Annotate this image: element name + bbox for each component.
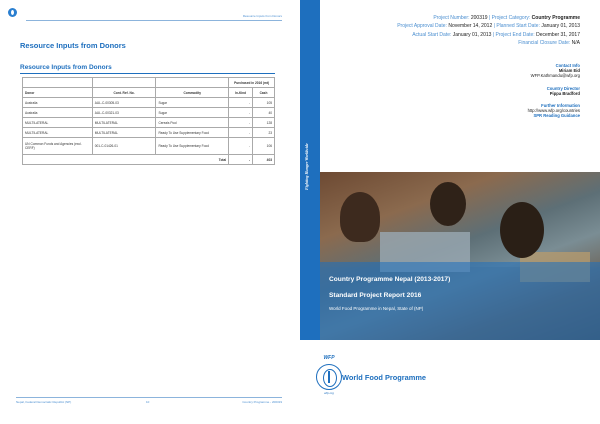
table-row: [23, 98, 275, 108]
info-label: | Project Category:: [487, 15, 532, 21]
wfp-emblem-icon: [316, 364, 342, 390]
contact-label: Contact Info: [555, 63, 580, 68]
cover-subtitle: World Food Programme in Nepal, State of (NP): [329, 306, 424, 311]
in-kind-cell: -: [229, 98, 253, 108]
donors-table: [22, 77, 275, 165]
wfp-logo-name: World Food Programme: [342, 373, 427, 382]
cover-title-1: Country Programme Nepal (2013-2017): [329, 276, 451, 283]
footer-left: Nepal, Federal Democratic Republic (NP): [16, 400, 72, 404]
table-total-row: [23, 155, 275, 165]
info-label: Project Approval Date:: [397, 23, 449, 30]
contact-email[interactable]: WFP.Kathmandu@wfp.org: [530, 73, 580, 79]
wfp-logo-letters: WFP: [323, 355, 335, 361]
commodity-cell: Sugar: [156, 108, 229, 118]
contact-name: Miriam Eid: [558, 68, 580, 74]
project-info-line: [397, 39, 580, 47]
cash-cell: 23: [253, 128, 275, 138]
table-title-rule: [20, 73, 275, 74]
ref-cell: AUL-C-00305-03: [92, 98, 156, 108]
donor-cell: UN Common Funds and Agencies (excl. CERF): [23, 138, 93, 155]
column-header: In-Kind: [229, 88, 253, 98]
purchased-header: Purchased in 2016 (mt): [229, 78, 275, 88]
table-title: Resource Inputs from Donors: [20, 64, 112, 71]
table-header-row: [23, 88, 275, 98]
column-header: Commodity: [156, 88, 229, 98]
in-kind-cell: -: [229, 108, 253, 118]
footer-right: Country Programme - 200319: [242, 400, 282, 404]
in-kind-cell: -: [229, 128, 253, 138]
director-label: Country Director: [546, 85, 580, 91]
project-info: [397, 14, 580, 48]
info-label: Project Number:: [433, 15, 471, 21]
further-info-label: Further Information: [541, 103, 580, 109]
cash-cell: 128: [253, 118, 275, 128]
donor-cell: MULTILATERAL: [23, 128, 93, 138]
in-kind-cell: -: [229, 138, 253, 155]
info-label: Actual Start Date:: [412, 31, 453, 38]
section-title: Resource Inputs from Donors: [20, 41, 126, 50]
ref-cell: AUL-C-00321-03: [92, 108, 156, 118]
ref-cell: 001-C-01426-01: [92, 138, 156, 155]
spr-guidance-link[interactable]: SPR Reading Guidance: [533, 113, 580, 119]
cover-title-2: Standard Project Report 2016: [329, 292, 422, 299]
page-number: 10: [146, 400, 150, 404]
total-cash: 403: [253, 155, 275, 165]
ref-cell: MULTILATERAL: [92, 118, 156, 128]
empty-header-cell: [92, 78, 156, 88]
commodity-cell: Ready To Use Supplementary Food: [156, 128, 229, 138]
cover-page: [300, 0, 600, 424]
info-label: Financial Closure Date:: [518, 40, 572, 47]
header-rule: [26, 20, 282, 21]
in-kind-cell: -: [229, 118, 253, 128]
commodity-cell: Cereals Pool: [156, 118, 229, 128]
empty-header-cell: [156, 78, 229, 88]
contact-block: [528, 63, 580, 119]
donor-cell: Australia: [23, 98, 93, 108]
table-row: [23, 138, 275, 155]
project-info-line: [397, 31, 580, 39]
commodity-cell: Ready To Use Supplementary Food: [156, 138, 229, 155]
further-info-link[interactable]: http://www.wfp.org/countries: [527, 108, 580, 114]
commodity-cell: Sugar: [156, 98, 229, 108]
cash-cell: 105: [253, 98, 275, 108]
info-label: | Planned Start Date:: [492, 23, 542, 30]
table-row: [23, 108, 275, 118]
wfp-logo-icon: [8, 8, 17, 17]
info-value: Country Programme: [531, 15, 580, 21]
info-value: N/A: [571, 40, 580, 47]
empty-header-cell: [23, 78, 93, 88]
project-info-line: [397, 22, 580, 30]
donor-cell: MULTILATERAL: [23, 118, 93, 128]
info-value: January 01, 2013: [452, 31, 492, 38]
info-label: | Project End Date:: [491, 31, 537, 38]
column-header: Donor: [23, 88, 93, 98]
cover-title-overlay: [320, 262, 600, 340]
footer-rule: [16, 397, 282, 398]
info-value: January 01, 2013: [541, 23, 580, 30]
donor-cell: Australia: [23, 108, 93, 118]
cash-cell: 106: [253, 138, 275, 155]
total-in-kind: -: [229, 155, 253, 165]
director-name: Pippa Bradford: [549, 90, 580, 96]
wfp-logo-url: wfp.org: [324, 391, 334, 395]
table-row: [23, 118, 275, 128]
cash-cell: 40: [253, 108, 275, 118]
info-value: November 14, 2012: [448, 23, 493, 30]
table-super-header: [23, 78, 275, 88]
column-header: Cash: [253, 88, 275, 98]
side-band: [300, 0, 320, 340]
ref-cell: MULTILATERAL: [92, 128, 156, 138]
total-label: Total: [23, 155, 229, 165]
info-value: December 31, 2017: [536, 31, 580, 38]
project-info-line: [397, 14, 580, 22]
table-row: [23, 128, 275, 138]
running-header: Resource Inputs from Donors: [242, 14, 282, 18]
band-tagline: Fighting Hunger Worldwide: [304, 143, 309, 190]
column-header: Cont. Ref. No.: [92, 88, 156, 98]
info-value: 200319: [470, 15, 488, 21]
